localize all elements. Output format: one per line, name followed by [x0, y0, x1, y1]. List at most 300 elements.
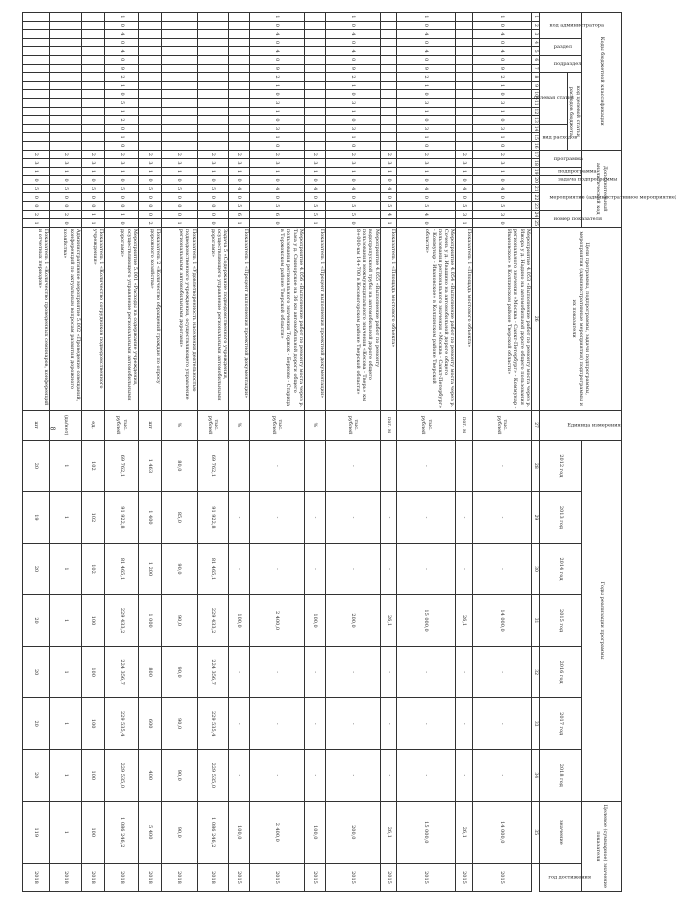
cell-y2018: - — [325, 749, 380, 801]
code-cell — [304, 107, 325, 116]
cell-y2014: - — [304, 543, 325, 595]
code-cell — [138, 38, 161, 47]
code-cell: 4 — [304, 184, 325, 193]
code-cell: 0 — [397, 38, 456, 47]
table-row — [304, 13, 325, 892]
code-cell — [138, 107, 161, 116]
table-body — [23, 13, 532, 892]
program-table-sheet — [22, 12, 676, 892]
code-cell: 2 — [50, 150, 82, 159]
cell-y2016: 1 — [50, 646, 82, 698]
code-cell — [380, 47, 397, 56]
code-cell — [138, 13, 161, 22]
program-item-text: Мероприятие 4.055 «Выполнение работ по ремонту водопропускной трубы на автомобильной дороге общего пользования межмуниципального значения «Кесова - Тверь» км 8+000-км 14+700 в Кесовогорском районе Тверской области» — [325, 227, 380, 410]
column-number: 1 — [532, 13, 540, 22]
code-cell: 0 — [105, 202, 139, 211]
cell-value: 26,1 — [380, 801, 397, 863]
code-cell: 3 — [325, 124, 380, 133]
code-cell: 3 — [50, 159, 82, 168]
code-cell: 3 — [380, 159, 397, 168]
code-cell: 4 — [397, 210, 456, 219]
code-cell: 3 — [82, 159, 105, 168]
code-cell: 0 — [473, 219, 532, 228]
code-cell: 0 — [161, 193, 197, 202]
code-cell: 0 — [250, 90, 305, 99]
code-cell: 4 — [473, 47, 532, 56]
cell-y2018: 20 — [23, 749, 50, 801]
code-cell: 0 — [380, 176, 397, 185]
column-number: 5 — [532, 47, 540, 56]
header-col-measure: мероприятие (административное мероприятие) — [540, 184, 582, 210]
cell-y2013: - — [304, 492, 325, 544]
column-number: 26 — [532, 227, 540, 410]
code-cell — [82, 47, 105, 56]
code-cell: 3 — [23, 159, 50, 168]
cell-y2014: - — [380, 543, 397, 595]
code-cell: 1 — [250, 81, 305, 90]
code-cell — [161, 90, 197, 99]
code-cell: 0 — [197, 219, 229, 228]
code-cell: 0 — [473, 90, 532, 99]
code-cell: 0 — [82, 202, 105, 211]
code-cell — [82, 13, 105, 22]
code-cell — [197, 64, 229, 73]
code-cell: 0 — [397, 55, 456, 64]
header-col-indicator: номер показателя — [540, 210, 582, 227]
code-cell: 1 — [229, 167, 250, 176]
column-number: 27 — [532, 410, 540, 440]
cell-value: 200,0 — [325, 801, 380, 863]
cell-unit: пог. м — [456, 410, 473, 440]
code-cell — [161, 124, 197, 133]
header-year-2016: 2016 год — [540, 646, 582, 698]
column-number: 21 — [533, 185, 539, 192]
code-cell: 9 — [250, 64, 305, 73]
code-cell — [229, 30, 250, 39]
cell-y2017: - — [380, 698, 397, 750]
code-cell: 0 — [250, 141, 305, 150]
code-cell: 3 — [229, 159, 250, 168]
cell-y2017: 1 — [50, 698, 82, 750]
cell-y2013: - — [397, 492, 456, 544]
code-cell: 1 — [229, 219, 250, 228]
code-cell: 0 — [456, 176, 473, 185]
code-cell — [161, 141, 197, 150]
code-cell: 0 — [50, 219, 82, 228]
cell-y2018: 229 535,0 — [105, 749, 139, 801]
code-cell: 1 — [473, 81, 532, 90]
code-cell — [304, 47, 325, 56]
code-cell — [380, 30, 397, 39]
header-program-years: Годы реализации программы — [582, 440, 622, 801]
code-cell — [138, 64, 161, 73]
code-cell: 4 — [325, 47, 380, 56]
cell-y2013: - — [229, 492, 250, 544]
code-cell: 2 — [250, 150, 305, 159]
code-cell: 1 — [138, 167, 161, 176]
code-cell: 2 — [23, 150, 50, 159]
code-cell — [23, 30, 50, 39]
page-number: 8 — [48, 426, 56, 431]
code-cell — [50, 98, 82, 107]
code-cell: 0 — [397, 176, 456, 185]
cell-y2016: - — [456, 646, 473, 698]
cell-year: 2015 — [397, 863, 456, 891]
code-cell — [50, 47, 82, 56]
cell-y2018: 100 — [82, 749, 105, 801]
header-value: значение — [540, 801, 582, 863]
code-cell: 1 — [325, 81, 380, 90]
program-item-text: Показатель 1 «Площадь мостового объекта» — [456, 227, 473, 410]
code-cell: 0 — [325, 116, 380, 125]
code-cell: 5 — [397, 202, 456, 211]
cell-y2016: 224 356,7 — [197, 646, 229, 698]
code-cell — [82, 21, 105, 30]
code-cell — [304, 64, 325, 73]
cell-y2015: 100,0 — [229, 595, 250, 647]
code-cell — [161, 21, 197, 30]
code-cell: 1 — [304, 219, 325, 228]
code-cell: 0 — [105, 90, 139, 99]
code-cell: 0 — [105, 176, 139, 185]
cell-y2015: 1 — [50, 595, 82, 647]
code-cell: 1 — [473, 107, 532, 116]
code-cell — [197, 30, 229, 39]
code-cell: 4 — [397, 30, 456, 39]
code-cell — [197, 81, 229, 90]
code-cell: 3 — [250, 124, 305, 133]
cell-y2014: - — [473, 543, 532, 595]
column-number: 4 — [532, 38, 540, 47]
cell-y2017: - — [397, 698, 456, 750]
code-cell: 3 — [250, 98, 305, 107]
code-cell: 0 — [197, 202, 229, 211]
code-cell: 3 — [304, 159, 325, 168]
cell-unit: шт — [138, 410, 161, 440]
header-year-2012: 2012 год — [540, 440, 582, 492]
code-cell — [50, 124, 82, 133]
program-item-text: Мероприятие 5.001 «Расходы на содержание учреждения, осуществляющего управление региональными автомобильными дорогами» — [105, 227, 139, 410]
code-cell — [82, 90, 105, 99]
header-col-task: задача подпрограммы — [540, 176, 582, 185]
cell-y2015: 1 000 — [138, 595, 161, 647]
code-cell: 1 — [456, 219, 473, 228]
code-cell — [380, 98, 397, 107]
code-cell: 0 — [325, 90, 380, 99]
code-cell — [197, 141, 229, 150]
code-cell — [82, 38, 105, 47]
cell-value: 100,0 — [304, 801, 325, 863]
code-cell — [304, 73, 325, 82]
code-cell: 1 — [105, 167, 139, 176]
header-col-admin: код администратора — [540, 13, 582, 39]
header-analytic-code: Дополнительный аналитический код — [582, 150, 622, 227]
code-cell — [456, 21, 473, 30]
code-cell — [161, 13, 197, 22]
code-cell — [82, 141, 105, 150]
cell-y2013: 1 400 — [138, 492, 161, 544]
header-col-program: программа — [540, 150, 582, 167]
cell-value: 1 — [50, 801, 82, 863]
code-cell: 0 — [197, 176, 229, 185]
cell-y2014: 81 465,1 — [197, 543, 229, 595]
code-cell: 4 — [456, 184, 473, 193]
code-cell: 0 — [473, 176, 532, 185]
code-cell: 3 — [456, 159, 473, 168]
column-number: 16 — [533, 142, 539, 149]
table-row — [325, 13, 380, 892]
code-cell: 2 — [50, 210, 82, 219]
code-cell: 1 — [105, 107, 139, 116]
code-cell — [456, 38, 473, 47]
code-cell: 6 — [229, 210, 250, 219]
code-cell: 4 — [229, 184, 250, 193]
cell-y2017: 20 — [23, 698, 50, 750]
code-cell: 0 — [473, 55, 532, 64]
code-cell — [50, 81, 82, 90]
code-cell — [304, 90, 325, 99]
cell-y2013: 102 — [82, 492, 105, 544]
code-cell — [380, 124, 397, 133]
code-cell: 1 — [325, 167, 380, 176]
code-cell — [161, 107, 197, 116]
code-cell — [304, 133, 325, 142]
cell-y2018: 90,0 — [161, 749, 197, 801]
code-cell: 2 — [105, 116, 139, 125]
code-cell — [197, 21, 229, 30]
cell-y2012 — [304, 440, 325, 492]
code-cell — [304, 98, 325, 107]
program-item-text: Показатель 1 «Удовлетворенность населения деятельностью подведомственного учреждения, осуществляющего управление региональными автомобильными дорогами» — [161, 227, 197, 410]
code-cell: 0 — [197, 193, 229, 202]
code-cell: 4 — [105, 30, 139, 39]
code-cell: 1 — [50, 167, 82, 176]
cell-y2018: - — [473, 749, 532, 801]
code-cell: 5 — [105, 98, 139, 107]
cell-y2016: 100 — [82, 646, 105, 698]
cell-y2017: 229 535,4 — [197, 698, 229, 750]
code-cell: 9 — [473, 64, 532, 73]
code-cell — [138, 47, 161, 56]
code-cell: 1 — [473, 133, 532, 142]
cell-y2017: - — [304, 698, 325, 750]
code-cell — [82, 107, 105, 116]
header-col-expense: вид расходов — [540, 124, 568, 150]
code-cell: 5 — [304, 210, 325, 219]
code-cell: 1 — [82, 219, 105, 228]
code-cell — [380, 90, 397, 99]
code-cell — [229, 124, 250, 133]
code-cell: 2 — [473, 150, 532, 159]
code-cell: 1 — [304, 167, 325, 176]
column-number: 24 — [533, 211, 539, 218]
cell-y2018: 1 — [50, 749, 82, 801]
code-cell: 0 — [161, 202, 197, 211]
code-cell: 3 — [397, 124, 456, 133]
column-number: 2 — [532, 21, 540, 30]
code-cell: 1 — [250, 133, 305, 142]
code-cell — [161, 30, 197, 39]
cell-year: 2015 — [250, 863, 305, 891]
header-col-subsection: подраздел — [540, 55, 582, 72]
code-cell: 1 — [161, 219, 197, 228]
table-row — [138, 13, 161, 892]
cell-y2012: 69 762,1 — [105, 440, 139, 492]
code-cell: 2 — [138, 219, 161, 228]
code-cell: 5 — [250, 202, 305, 211]
table-row — [250, 13, 305, 892]
column-number: 14 — [533, 125, 539, 132]
table-row — [82, 13, 105, 892]
cell-y2015: 2 400,0 — [250, 595, 305, 647]
code-cell: 0 — [23, 176, 50, 185]
code-cell: 0 — [197, 210, 229, 219]
code-cell: 1 — [380, 167, 397, 176]
code-cell: 5 — [456, 202, 473, 211]
header-col-group: код целевой статьи расходов бюджета — [568, 73, 582, 150]
code-cell — [138, 90, 161, 99]
code-cell: 3 — [473, 159, 532, 168]
code-cell: 5 — [161, 184, 197, 193]
code-cell: 0 — [250, 116, 305, 125]
code-cell: 1 — [325, 133, 380, 142]
code-cell — [82, 64, 105, 73]
cell-unit: % — [229, 410, 250, 440]
code-cell: 9 — [105, 64, 139, 73]
code-cell: 5 — [229, 202, 250, 211]
code-cell — [229, 141, 250, 150]
code-cell: 5 — [23, 184, 50, 193]
code-cell: 1 — [473, 13, 532, 22]
code-cell — [197, 13, 229, 22]
header-budget-codes: Коды бюджетной классификации — [582, 13, 622, 151]
table-row — [23, 13, 50, 892]
cell-y2014: 90,0 — [161, 543, 197, 595]
header-col-section: раздел — [540, 38, 582, 55]
code-cell — [50, 55, 82, 64]
code-cell — [229, 98, 250, 107]
cell-y2017: - — [473, 698, 532, 750]
code-cell: 0 — [325, 219, 380, 228]
cell-y2014: - — [325, 543, 380, 595]
code-cell — [82, 116, 105, 125]
code-cell — [161, 64, 197, 73]
cell-y2012 — [456, 440, 473, 492]
code-cell: 0 — [138, 176, 161, 185]
code-cell: 1 — [105, 133, 139, 142]
cell-y2017: - — [229, 698, 250, 750]
code-cell: 2 — [105, 150, 139, 159]
cell-year: 2015 — [229, 863, 250, 891]
cell-unit: % — [161, 410, 197, 440]
code-cell: 4 — [105, 47, 139, 56]
code-cell — [197, 116, 229, 125]
code-cell: 5 — [304, 202, 325, 211]
cell-year: 2018 — [138, 863, 161, 891]
code-cell: 0 — [161, 176, 197, 185]
code-cell: 2 — [397, 150, 456, 159]
code-cell — [23, 141, 50, 150]
cell-y2016: - — [304, 646, 325, 698]
code-cell: 0 — [138, 210, 161, 219]
code-cell — [304, 124, 325, 133]
code-cell — [50, 21, 82, 30]
code-cell — [50, 13, 82, 22]
cell-value: 119 — [23, 801, 50, 863]
code-cell — [23, 107, 50, 116]
code-cell: 4 — [397, 184, 456, 193]
code-cell: 0 — [229, 193, 250, 202]
code-cell — [161, 47, 197, 56]
cell-y2016: - — [229, 646, 250, 698]
code-cell: 4 — [325, 184, 380, 193]
code-cell — [197, 107, 229, 116]
code-cell: 0 — [397, 193, 456, 202]
code-cell — [50, 38, 82, 47]
code-cell — [380, 107, 397, 116]
code-cell: 3 — [473, 98, 532, 107]
cell-y2013: 91 922,8 — [197, 492, 229, 544]
code-cell: 9 — [325, 64, 380, 73]
code-cell: 0 — [325, 193, 380, 202]
code-cell: 4 — [325, 30, 380, 39]
code-cell: 1 — [250, 107, 305, 116]
cell-value: 2 400,0 — [250, 801, 305, 863]
cell-y2018: - — [397, 749, 456, 801]
cell-year: 2018 — [105, 863, 139, 891]
code-cell — [380, 73, 397, 82]
code-cell — [50, 107, 82, 116]
cell-value: 100 — [82, 801, 105, 863]
code-cell: 0 — [456, 193, 473, 202]
code-cell: 0 — [105, 219, 139, 228]
cell-y2015: 90,0 — [161, 595, 197, 647]
code-cell — [138, 133, 161, 142]
code-cell — [23, 21, 50, 30]
cell-value: 100,0 — [229, 801, 250, 863]
column-number: 9 — [532, 81, 540, 90]
code-cell: 3 — [138, 159, 161, 168]
code-cell — [456, 55, 473, 64]
code-cell: 0 — [138, 202, 161, 211]
cell-year: 2018 — [161, 863, 197, 891]
code-cell — [304, 81, 325, 90]
program-item-text: Мероприятие 4.054 «Выполнение работ по ремонту моста через р. Сочень у д. Ивашино на автомобильной дороге общего пользования регионального значения «Москва - Санкт-Петербург» - Коммунар - Ивановское» в Колпинском районе Тверской области» — [397, 227, 456, 410]
column-number: 18 — [533, 160, 539, 166]
code-cell — [161, 55, 197, 64]
code-cell — [229, 47, 250, 56]
code-cell: 0 — [250, 21, 305, 30]
header-col-subprogram: подпрограмма — [540, 167, 582, 176]
cell-y2017: - — [250, 698, 305, 750]
column-number: 3 — [532, 30, 540, 39]
table-row — [197, 13, 229, 892]
program-item-text: Мероприятие 4.053 «Выполнение работ по ремонту моста через р. Ижора у д. Надино на автомобильной дороге общего пользования регионального значения «Москва - Санкт-Петербург» - Коммунар - Ивановское» в Колпинском районе Тверской области» — [473, 227, 532, 410]
code-cell: 5 — [473, 202, 532, 211]
code-cell: 0 — [250, 55, 305, 64]
code-cell — [138, 73, 161, 82]
cell-y2018: - — [250, 749, 305, 801]
column-number: 34 — [532, 749, 540, 801]
cell-y2016: - — [397, 646, 456, 698]
code-cell — [380, 55, 397, 64]
code-cell: 4 — [380, 210, 397, 219]
cell-y2012 — [380, 440, 397, 492]
column-number: 10 — [533, 91, 539, 98]
code-cell: 2 — [325, 150, 380, 159]
cell-year: 2018 — [197, 863, 229, 891]
code-cell — [50, 73, 82, 82]
